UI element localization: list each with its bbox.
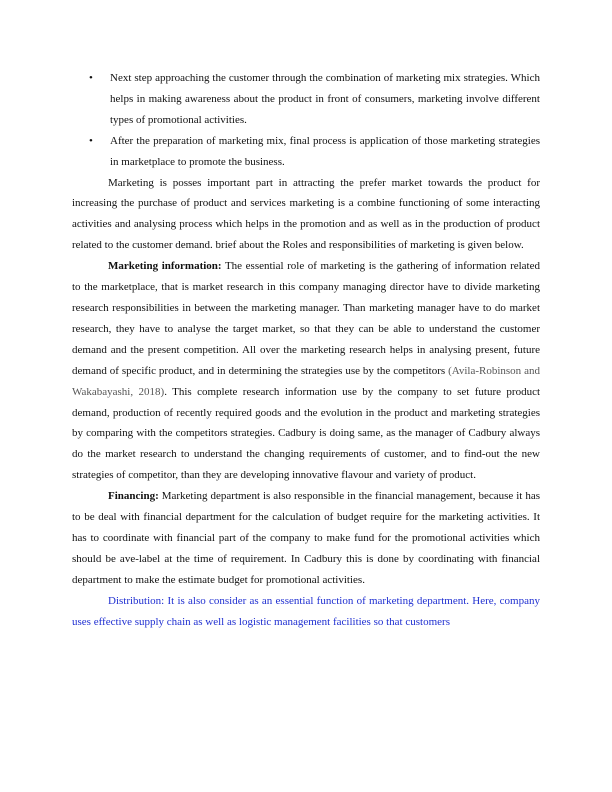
financing-heading: Financing: (108, 490, 159, 503)
citation: (Avila-Robinson and Wakabayashi, 2018) (72, 364, 540, 398)
marketing-information-heading: Marketing information: (108, 260, 222, 273)
bullet-list (72, 68, 540, 173)
marketing-information-text-b: . This complete research information use by the company to set future product demand, production of recently required goods and the evolution in the product and marketing strategies by comparing with the competitors strategies. Cadbury is doing same, as the manager of Cadbury always do the market research to understand the changing requirements of customer, and to find-out the new strategies of competitor, than they are developing innovative flavour and variety of product. (72, 385, 541, 482)
list-item (72, 131, 540, 173)
bullet-icon: • (89, 72, 93, 84)
distribution-paragraph: Distribution: It is also consider as an essential function of marketing department. Here, company uses effective supply chain as well as logistic management facilities so that customers (72, 594, 540, 628)
bullet-icon: • (89, 134, 93, 147)
list-item (72, 68, 540, 131)
bullet-text: After the preparation of marketing mix, final process is application of those marketing strategies in marketplace to promote the business. (110, 134, 540, 168)
marketing-information-paragraph (72, 256, 540, 486)
bullet-text: Next step approaching the customer through the combination of marketing mix strategies. Which helps in making awareness about the product in front of consumers, marketing involve different types of promotional activities. (110, 72, 540, 126)
marketing-information-text-a: The essential role of marketing is the gathering of information related to the marketplace, that is market research in this company managing director have to divide marketing research responsibilities in between the marketing manager. Than marketing manager have to do market research, they have to analyse the target market, so that they can be able to understand the customer demand and the present competition. All over the marketing research helps in analysing present, future demand of specific product, and in determining the strategies use by the competitors (72, 260, 540, 377)
document-body (72, 68, 540, 632)
financing-text: Marketing department is also responsible in the financial management, because it has to be deal with financial department for the calculation of budget require for the marketing activities. It has to coordinate with financial part of the company to make fund for the promotional activities which should be ave-label at the time of requirement. In Cadbury this is done by coordinating with financial department to make the estimate budget for promotional activities. (72, 490, 540, 586)
financing-paragraph (72, 486, 540, 591)
intro-paragraph: Marketing is posses important part in attracting the prefer market towards the product for increasing the purchase of product and services marketing is a combine functioning of some interacting activities and analysing process which helps in the promotion and as well as in the production of product related to the customer demand. brief about the Roles and responsibilities of marketing is given below. (72, 176, 540, 252)
